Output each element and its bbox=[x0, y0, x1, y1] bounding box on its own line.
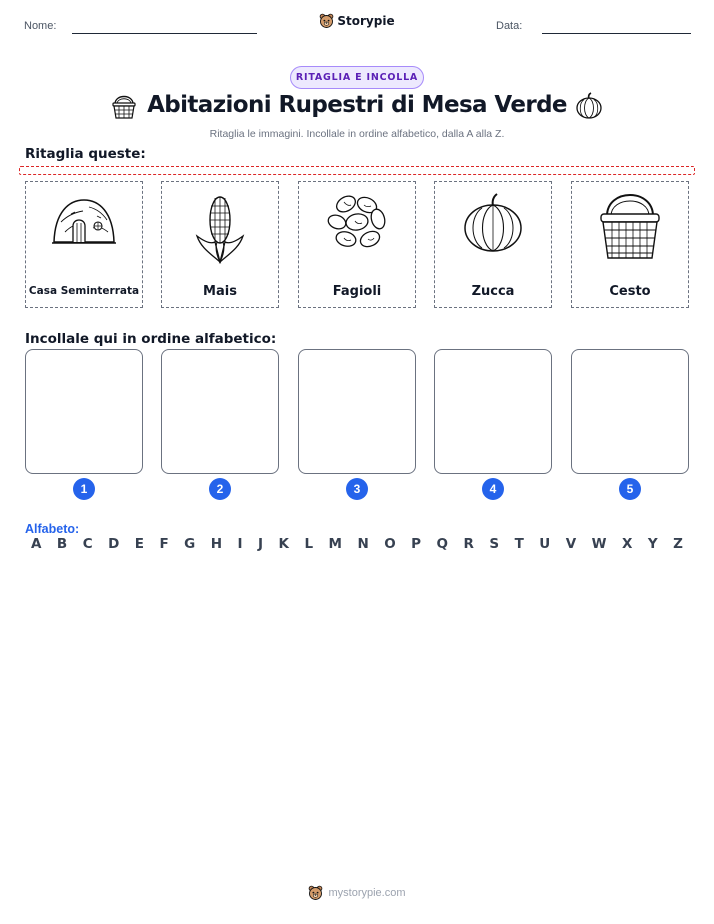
paste-box-1[interactable] bbox=[25, 349, 143, 474]
footer-link[interactable]: mystorypie.com bbox=[328, 887, 406, 899]
number-badge-5: 5 bbox=[619, 478, 641, 500]
cut-card-mais[interactable] bbox=[161, 181, 279, 308]
card-label: Zucca bbox=[471, 284, 515, 299]
number-badge-2: 2 bbox=[209, 478, 231, 500]
alphabet-letter: J bbox=[258, 536, 264, 552]
cut-section-label: Ritaglia queste: bbox=[25, 146, 146, 162]
paste-box-3[interactable] bbox=[298, 349, 416, 474]
name-label: Nome: bbox=[24, 20, 57, 32]
alphabet-letter: P bbox=[411, 536, 422, 552]
alphabet-letter: A bbox=[31, 536, 42, 552]
alphabet-letter: F bbox=[159, 536, 169, 552]
cut-card-fagioli[interactable] bbox=[298, 181, 416, 308]
alphabet-letter: S bbox=[489, 536, 500, 552]
alphabet-letter: X bbox=[622, 536, 633, 552]
pumpkin-icon bbox=[460, 192, 526, 256]
alphabet-letter: Y bbox=[647, 536, 658, 552]
brand-logo bbox=[0, 13, 714, 29]
alphabet-label: Alfabeto: bbox=[25, 522, 80, 536]
pumpkin-icon bbox=[575, 92, 603, 121]
activity-badge: RITAGLIA E INCOLLA bbox=[290, 66, 424, 89]
number-badge-4: 4 bbox=[482, 478, 504, 500]
alphabet-letter: L bbox=[304, 536, 314, 552]
alphabet-letter: K bbox=[278, 536, 289, 552]
alphabet-letter: D bbox=[108, 536, 120, 552]
number-badge-3: 3 bbox=[346, 478, 368, 500]
cut-line bbox=[19, 166, 695, 175]
alphabet-letter: B bbox=[56, 536, 68, 552]
date-label: Data: bbox=[496, 20, 523, 32]
alphabet-letter: Q bbox=[436, 536, 449, 552]
alphabet-letter: H bbox=[210, 536, 223, 552]
brand-name: Storypie bbox=[337, 14, 395, 28]
alphabet-letter: M bbox=[328, 536, 342, 552]
alphabet-letter: U bbox=[539, 536, 551, 552]
alphabet-letter: N bbox=[357, 536, 369, 552]
alphabet-letter: O bbox=[384, 536, 396, 552]
alphabet-letter: E bbox=[134, 536, 144, 552]
paste-section-label: Incollale qui in ordine alfabetico: bbox=[25, 331, 277, 347]
alphabet-letter: R bbox=[463, 536, 474, 552]
alphabet-letter: C bbox=[82, 536, 93, 552]
alphabet-letter: W bbox=[591, 536, 607, 552]
cut-card-casa-seminterrata[interactable] bbox=[25, 181, 143, 308]
card-label: Fagioli bbox=[332, 284, 382, 299]
page-subtitle: Ritaglia le immagini. Incollale in ordine alfabetico, dalla A alla Z. bbox=[209, 128, 505, 140]
paste-box-4[interactable] bbox=[434, 349, 552, 474]
bear-icon bbox=[319, 13, 334, 29]
cut-card-cesto[interactable] bbox=[571, 181, 689, 308]
beans-icon bbox=[324, 192, 390, 256]
alphabet-row bbox=[25, 536, 689, 552]
bear-icon bbox=[308, 885, 323, 901]
corn-icon bbox=[187, 192, 253, 264]
card-label: Cesto bbox=[609, 284, 651, 299]
basket-icon bbox=[597, 192, 663, 262]
cut-card-zucca[interactable] bbox=[434, 181, 552, 308]
alphabet-letter: Z bbox=[673, 536, 683, 552]
number-badge-1: 1 bbox=[73, 478, 95, 500]
alphabet-letter: V bbox=[565, 536, 577, 552]
alphabet-letter: G bbox=[184, 536, 196, 552]
alphabet-letter: T bbox=[514, 536, 524, 552]
page-title: Abitazioni Rupestri di Mesa Verde bbox=[147, 92, 567, 118]
pit-house-icon bbox=[51, 192, 117, 248]
name-line[interactable] bbox=[72, 33, 257, 34]
alphabet-letter: I bbox=[237, 536, 243, 552]
paste-box-2[interactable] bbox=[161, 349, 279, 474]
paste-box-5[interactable] bbox=[571, 349, 689, 474]
card-label: Mais bbox=[203, 284, 237, 299]
card-label: Casa Seminterrata bbox=[28, 285, 140, 297]
date-line[interactable] bbox=[542, 33, 691, 34]
footer bbox=[0, 885, 714, 901]
